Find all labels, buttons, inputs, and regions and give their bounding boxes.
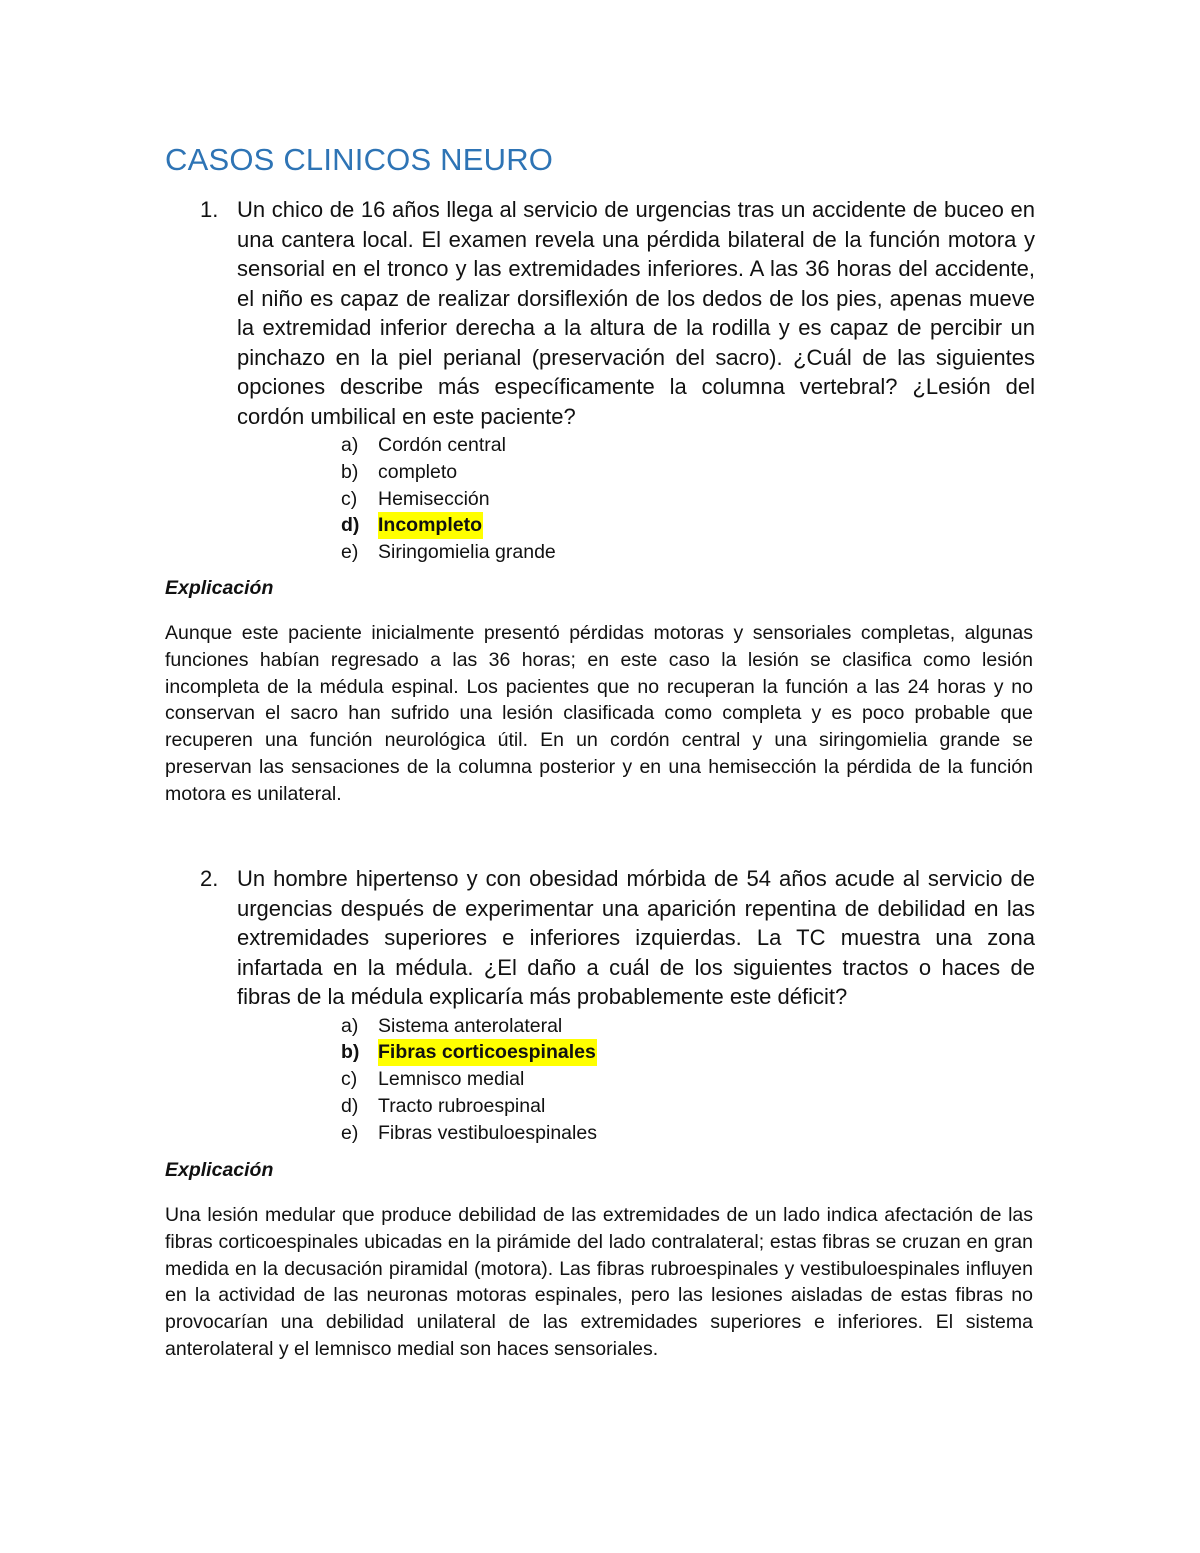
question-text: Un chico de 16 años llega al servicio de urgencias tras un accidente de buceo en una cantera local. El examen revela una pérdida bilateral de la función motora y sensorial en el tronco y las extremidades inferiores. A las 36 horas del accidente, el niño es capaz de realizar dorsiflexión de los dedos de los pies, apenas mueve la extremidad inferior derecha a la altura de la rodilla y es capaz de percibir un pinchazo en la piel perianal (preservación del sacro). ¿Cuál de las siguientes opciones describe más específicamente la columna vertebral? ¿Lesión del cordón umbilical en este paciente? xyxy=(237,197,1035,429)
option-text-highlighted: Fibras corticoespinales xyxy=(378,1039,597,1066)
explanation-heading: Explicación xyxy=(165,577,274,599)
answer-option-b xyxy=(165,459,1035,486)
option-text: Lemnisco medial xyxy=(378,1068,525,1091)
answer-option-c xyxy=(165,486,1035,513)
option-letter: c) xyxy=(341,487,358,510)
option-text: Hemisección xyxy=(378,487,490,510)
document-title: CASOS CLINICOS NEURO xyxy=(165,142,554,177)
option-text: Siringomielia grande xyxy=(378,541,556,564)
answer-option-e xyxy=(165,539,1035,566)
explanation-text: Una lesión medular que produce debilidad de las extremidades de un lado indica afectación de las fibras corticoespinales ubicadas en la pirámide del lado contralateral; estas fibras se cruzan en gran medida en la decusación piramidal (motora). Las fibras rubroespinales y vestibuloespinales influyen en la actividad de las neuronas motoras espinales, pero las lesiones aisladas de estas fibras no provocarían una debilidad unilateral de las extremidades superiores e inferiores. El sistema anterolateral y el lemnisco medial son haces sensoriales. xyxy=(165,1204,1033,1360)
answer-option-a xyxy=(165,1013,1035,1040)
answer-options xyxy=(165,432,1035,566)
option-letter: a) xyxy=(341,434,359,456)
option-letter: d) xyxy=(341,1094,359,1117)
option-letter: a) xyxy=(341,1014,359,1037)
answer-options xyxy=(165,1013,1035,1147)
option-text: Cordón central xyxy=(378,434,506,456)
question-text: Un hombre hipertenso y con obesidad mórbida de 54 años acude al servicio de urgencias después de experimentar una aparición repentina de debilidad en las extremidades superiores e inferiores izquierdas. La TC muestra una zona infartada en la médula. ¿El daño a cuál de los siguientes tractos o haces de fibras de la médula explicaría más probablemente este déficit? xyxy=(237,866,1035,1009)
option-text: Tracto rubroespinal xyxy=(378,1094,546,1117)
option-letter: d) xyxy=(341,514,360,537)
answer-option-d-correct xyxy=(165,512,1035,539)
answer-option-a xyxy=(165,432,1035,459)
explanation-heading: Explicación xyxy=(165,1159,274,1181)
option-text: completo xyxy=(378,460,458,483)
question-number: 2. xyxy=(200,866,219,891)
option-letter: b) xyxy=(341,1041,360,1064)
explanation-text: Aunque este paciente inicialmente presentó pérdidas motoras y sensoriales completas, algunas funciones habían regresado a las 36 horas; en este caso la lesión se clasifica como lesión incompleta de la médula espinal. Los pacientes que no recuperan la función a las 24 horas y no conservan el sacro han sufrido una lesión clasificada como completa y es poco probable que recuperen una función neurológica útil. En un cordón central y una siringomielia grande se preservan las sensaciones de la columna posterior y en una hemisección la pérdida de la función motora es unilateral. xyxy=(165,622,1033,805)
answer-option-c xyxy=(165,1066,1035,1093)
answer-option-d xyxy=(165,1093,1035,1120)
answer-option-e xyxy=(165,1120,1035,1147)
question-1 xyxy=(165,195,1035,566)
option-letter: e) xyxy=(341,1121,359,1144)
option-letter: b) xyxy=(341,460,359,483)
option-text: Sistema anterolateral xyxy=(378,1014,563,1037)
question-2 xyxy=(165,864,1035,1146)
option-letter: c) xyxy=(341,1068,358,1091)
answer-option-b-correct xyxy=(165,1039,1035,1066)
question-number: 1. xyxy=(200,197,219,222)
option-text-highlighted: Incompleto xyxy=(378,512,483,539)
option-text: Fibras vestibuloespinales xyxy=(378,1121,597,1144)
option-letter: e) xyxy=(341,541,359,564)
